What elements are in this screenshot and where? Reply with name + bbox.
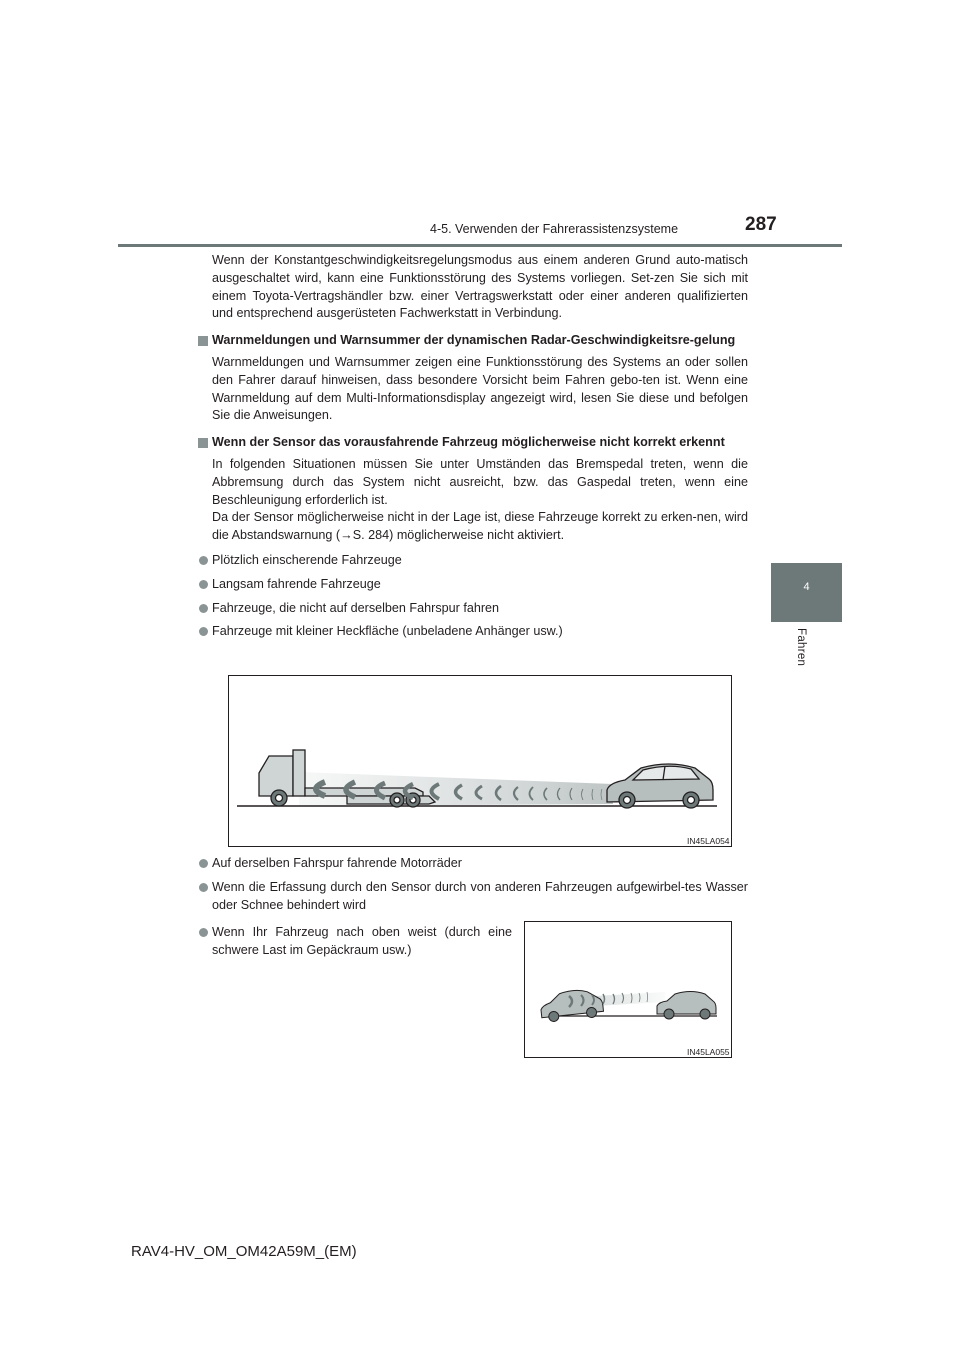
trailer-illustration [229, 676, 731, 846]
list-item-text: Fahrzeuge mit kleiner Heckfläche (unbeladene Anhänger usw.) [212, 624, 563, 639]
section-heading-text: Warnmeldungen und Warnsummer der dynamischen Radar-Geschwindigkeitsre-gelung [212, 333, 736, 348]
chapter-tab[interactable] [771, 563, 842, 622]
figure-tilted-car-illustration [524, 921, 732, 1058]
dot-bullet-icon [199, 627, 208, 636]
sensor-body-1: In folgenden Situationen müssen Sie unter Umständen das Bremspedal treten, wenn die Abbremsung durch das System nicht ausreicht, bzw. das Gaspedal treten, wenn eine Beschleunigung erforderlich ist. [212, 456, 748, 507]
list-item-text: Plötzlich einscherende Fahrzeuge [212, 552, 402, 567]
dot-bullet-icon [199, 883, 208, 892]
figure-code: IN45LA055 [687, 1047, 730, 1057]
list-item [212, 855, 748, 873]
list-item-text: Wenn die Erfassung durch den Sensor durch von anderen Fahrzeugen aufgewirbel-tes Wasser oder Schnee behindert wird [212, 879, 748, 912]
section-heading-warnings [212, 332, 748, 350]
list-item [212, 552, 748, 570]
sensor-body-2 [212, 509, 748, 545]
list-item-text: Fahrzeuge, die nicht auf derselben Fahrspur fahren [212, 600, 500, 615]
arrow-icon: → [340, 528, 353, 543]
car-icon [657, 992, 716, 1020]
car-icon [607, 764, 713, 808]
sensor-body-2-text: Da der Sensor möglicherweise nicht in der Lage ist, diese Fahrzeuge korrekt zu erken-nen, wird die Abstandswarnung ( [212, 510, 748, 543]
figure-code: IN45LA054 [687, 836, 730, 846]
main-content [212, 252, 748, 641]
header-section-title: 4-5. Verwenden der Fahrerassistenzsysteme [430, 222, 679, 236]
section-heading-sensor [212, 434, 748, 452]
page-number: 287 [745, 214, 777, 235]
dot-bullet-icon [199, 604, 208, 613]
chapter-number: 4 [803, 581, 810, 593]
square-bullet-icon [198, 336, 208, 346]
dot-bullet-icon [199, 580, 208, 589]
page-reference-link[interactable]: S. 284) möglicherweise nicht aktiviert. [352, 528, 565, 543]
chapter-label: Fahren [795, 628, 807, 667]
after-figure-list [212, 849, 748, 914]
footer-manual-code: RAV4-HV_OM_OM42A59M_(EM) [131, 1243, 357, 1260]
list-item [212, 879, 748, 915]
list-item [212, 623, 748, 641]
list-item [212, 924, 512, 960]
tilted-car-illustration [525, 922, 731, 1057]
list-item-text: Auf derselben Fahrspur fahrende Motorräder [212, 856, 462, 870]
dot-bullet-icon [199, 556, 208, 565]
intro-paragraph: Wenn der Konstantgeschwindigkeitsregelungsmodus aus einem anderen Grund auto-matisch ausgeschaltet wird, kann eine Funktionsstörung des Systems vorliegen. Set-zen Sie sich mit einem Toyota-Vertragshändler bzw. einer Vertragswerkstatt oder einer anderen qualifizierten und entsprechend ausgerüsteten Fachwerkstatt in Verbindung. [212, 253, 748, 321]
warnings-body: Warnmeldungen und Warnsummer zeigen eine Funktionsstörung des Systems an oder sollen den Fahrer darauf hinweisen, dass besondere Vorsicht beim Fahren gebo-ten ist. Wenn eine Warnmeldung auf dem Multi-Informationsdisplay angezeigt wird, lesen Sie diese und befolgen Sie die Anweisungen. [212, 354, 748, 423]
section-heading-text: Wenn der Sensor das vorausfahrende Fahrzeug möglicherweise nicht korrekt erkennt [212, 435, 725, 450]
list-item [212, 600, 748, 618]
header-rule [118, 244, 842, 247]
list-item-text: Langsam fahrende Fahrzeuge [212, 576, 381, 591]
square-bullet-icon [198, 438, 208, 448]
list-item [212, 576, 748, 594]
list-item-text: Wenn Ihr Fahrzeug nach oben weist (durch eine schwere Last im Gepäckraum usw.) [212, 925, 512, 957]
dot-bullet-icon [199, 928, 208, 937]
last-bullet-block [212, 918, 512, 960]
figure-trailer-illustration [228, 675, 732, 847]
dot-bullet-icon [199, 859, 208, 868]
